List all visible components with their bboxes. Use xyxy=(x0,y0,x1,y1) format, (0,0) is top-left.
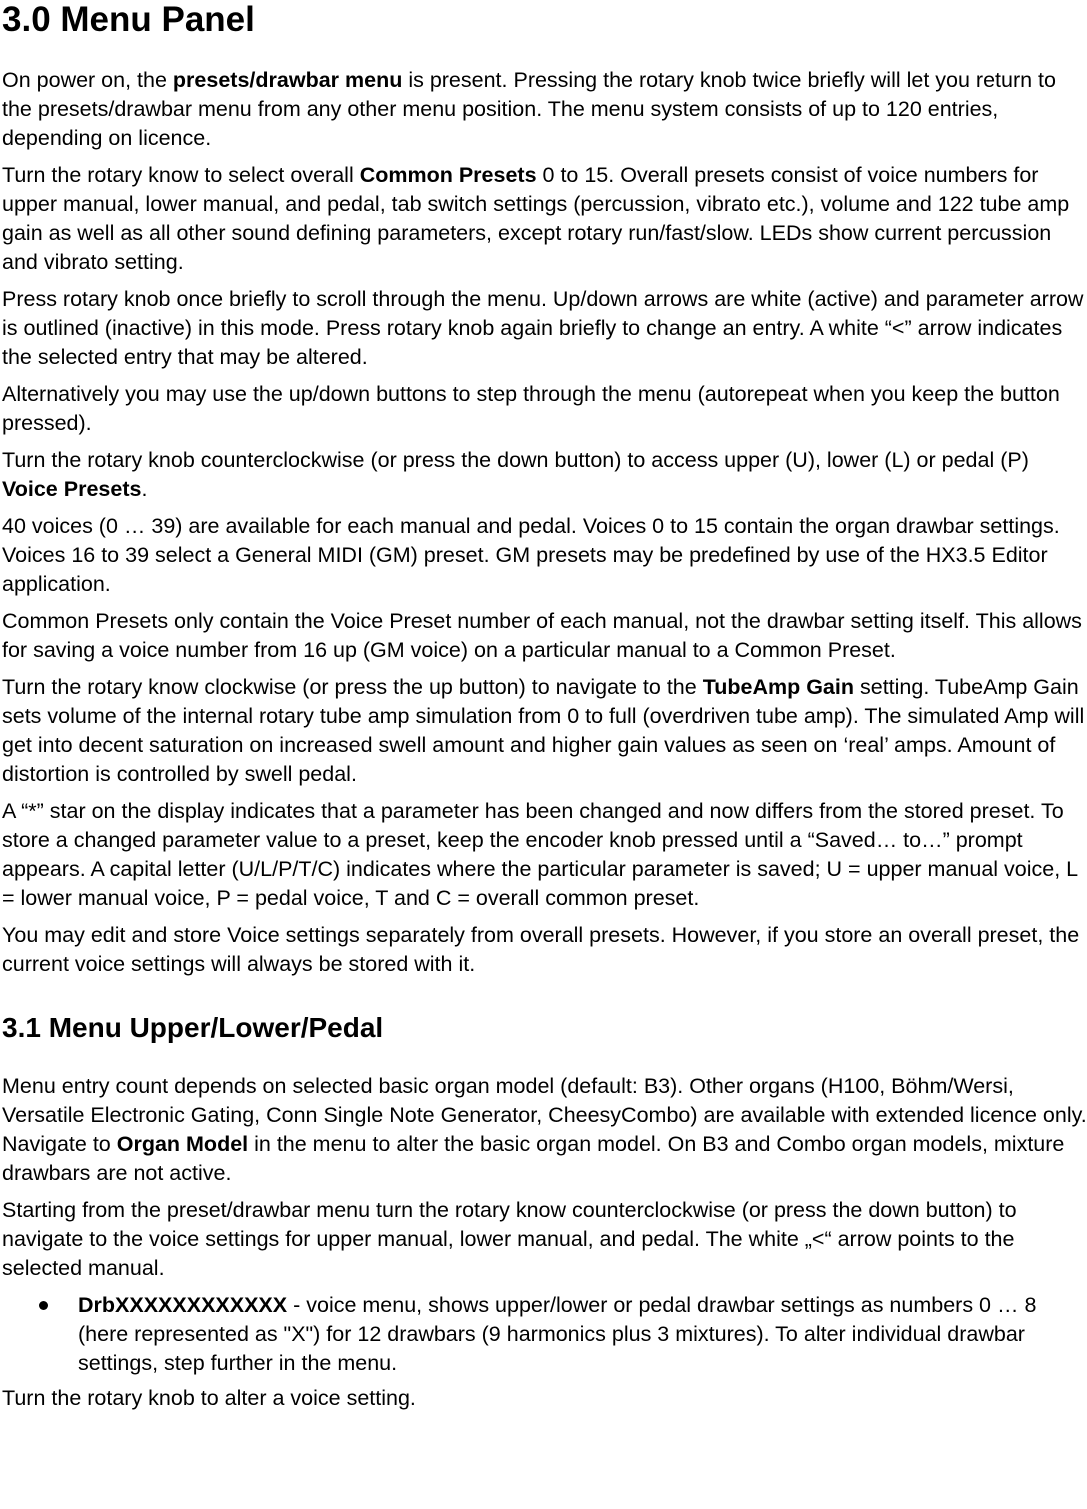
paragraph-tubeamp-gain xyxy=(2,673,1087,789)
bold-term-presets-drawbar-menu: presets/drawbar menu xyxy=(172,68,403,92)
bold-term-common-presets: Common Presets xyxy=(359,163,537,187)
paragraph-star-indicator: A “*” star on the display indicates that a parameter has been changed and now differs from the stored preset. To store a changed parameter value to a preset, keep the encoder knob pressed until a “Saved… to…” prompt appears. A capital letter (U/L/P/T/C) indicates where the particular parameter is saved; U = upper manual voice, L = lower manual voice, P = pedal voice, T and C = overall common preset. xyxy=(2,799,1078,910)
section-heading-menu-panel: 3.0 Menu Panel xyxy=(2,0,255,39)
bold-term-tubeamp-gain: TubeAmp Gain xyxy=(702,675,855,699)
paragraph-voice-settings-store: You may edit and store Voice settings separately from overall presets. However, if you store an overall preset, the current voice settings will always be stored with it. xyxy=(2,923,1080,976)
text-run: is present. Pressing the rotary knob twice briefly will let you return to the presets/drawbar menu from any other menu position. The menu system consists of up to 120 entries, depending on licence. xyxy=(2,68,1056,150)
text-run: On power on, the xyxy=(2,68,173,92)
text-run: Turn the rotary know clockwise (or press the up button) to navigate to the xyxy=(2,675,703,699)
text-run: - voice menu, shows upper/lower or pedal drawbar settings as numbers 0 … 8 (here represented as "X") for 12 drawbars (9 harmonics plus 3 mixtures). To alter individual drawbar settings, step further in the menu. xyxy=(78,1293,1037,1375)
bullet-list xyxy=(2,1291,1087,1378)
paragraph-scroll-menu: Press rotary knob once briefly to scroll through the menu. Up/down arrows are white (active) and parameter arrow is outlined (inactive) in this mode. Press rotary knob again briefly to change an entry. A white “<” arrow indicates the selected entry that may be altered. xyxy=(2,287,1084,369)
section-heading-upper-lower-pedal: 3.1 Menu Upper/Lower/Pedal xyxy=(2,1012,384,1043)
paragraph-navigate-voice-settings: Starting from the preset/drawbar menu turn the rotary know counterclockwise (or press the down button) to navigate to the voice settings for upper manual, lower manual, and pedal. The white „<“ arrow points to the selected manual. xyxy=(2,1198,1017,1280)
text-run: Turn the rotary knob counterclockwise (or press the down button) to access upper (U), lower (L) or pedal (P) xyxy=(2,448,1029,472)
text-run: Turn the rotary know to select overall xyxy=(2,163,360,187)
bold-term-voice-presets: Voice Presets xyxy=(2,477,142,501)
text-run: 0 to 15. Overall presets consist of voice numbers for upper manual, lower manual, and pedal, tab switch settings (percussion, vibrato etc.), volume and 122 tube amp gain as well as all other sound defining parameters, except rotary run/fast/slow. LEDs show current percussion and vibrato setting. xyxy=(2,163,1070,274)
bold-term-organ-model: Organ Model xyxy=(116,1132,249,1156)
text-run: . xyxy=(141,477,148,501)
text-run: Menu entry count depends on selected basic organ model (default: B3). Other organs (H100, Böhm/Wersi, Versatile Electronic Gating, Conn Single Note Generator, CheesyCombo) are available with extended licence only. Navigate to xyxy=(2,1074,1087,1156)
paragraph-up-down-buttons: Alternatively you may use the up/down buttons to step through the menu (autorepeat when you keep the button pressed). xyxy=(2,382,1060,435)
bullet-icon xyxy=(39,1301,48,1310)
text-run: setting. TubeAmp Gain sets volume of the internal rotary tube amp simulation from 0 to full (overdriven tube amp). The simulated Amp will get into decent saturation on increased swell amount and higher gain values as seen on ‘real’ amps. Amount of distortion is controlled by swell pedal. xyxy=(2,675,1085,786)
paragraph-voice-presets xyxy=(2,446,1087,504)
text-run: in the menu to alter the basic organ model. On B3 and Combo organ models, mixture drawbars are not active. xyxy=(2,1132,1065,1185)
paragraph-power-on xyxy=(2,66,1087,153)
paragraph-40-voices: 40 voices (0 … 39) are available for each manual and pedal. Voices 0 to 15 contain the organ drawbar settings. Voices 16 to 39 select a General MIDI (GM) preset. GM presets may be predefined by use of the HX3.5 Editor application. xyxy=(2,514,1060,596)
paragraph-menu-entry-count xyxy=(2,1072,1087,1188)
list-item xyxy=(2,1291,1087,1378)
paragraph-alter-voice-setting: Turn the rotary knob to alter a voice setting. xyxy=(2,1386,416,1410)
bold-term-drb: DrbXXXXXXXXXXXX xyxy=(78,1293,288,1317)
paragraph-common-presets-contain: Common Presets only contain the Voice Preset number of each manual, not the drawbar setting itself. This allows for saving a voice number from 16 up (GM voice) on a particular manual to a Common Preset. xyxy=(2,609,1082,662)
paragraph-common-presets xyxy=(2,161,1087,277)
